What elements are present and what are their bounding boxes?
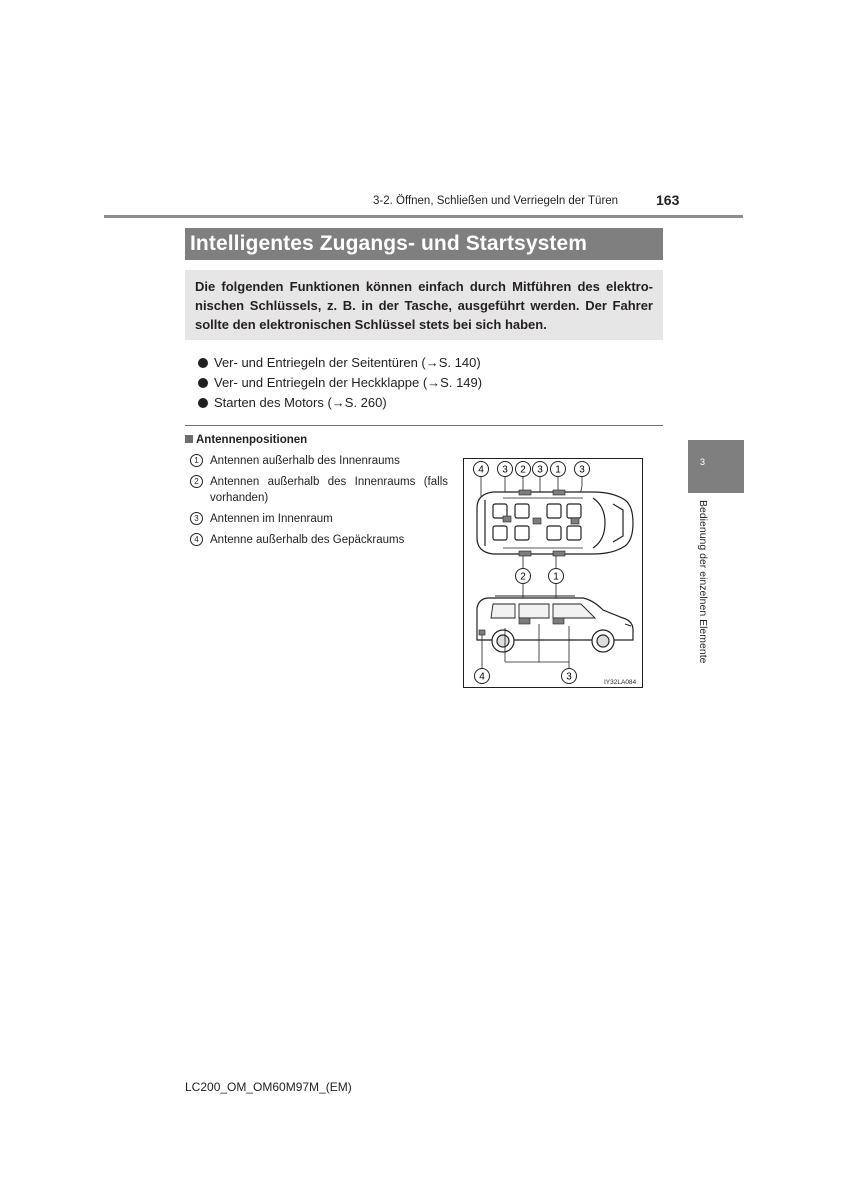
- chapter-tab[interactable]: [688, 440, 744, 493]
- bullet-icon: [198, 378, 208, 388]
- antenna-heading: [185, 434, 307, 446]
- chapter-title-vertical: Bedienung der einzelnen Elemente: [697, 500, 709, 664]
- top-callout: [575, 462, 590, 477]
- section-divider: [185, 425, 663, 426]
- header-divider: [104, 215, 743, 218]
- legend-text: Antenne außerhalb des Gepäckraums: [210, 534, 405, 546]
- svg-text:2: 2: [520, 571, 526, 583]
- list-item-text: Ver- und Entriegeln der Heckklappe (→S. 149): [214, 375, 483, 390]
- legend-text: Antennen außerhalb des Innenraums (falls: [210, 476, 448, 488]
- chapter-number: 3: [700, 457, 706, 467]
- middle-callout: [516, 569, 531, 584]
- legend-item: [190, 511, 448, 527]
- legend-item: [190, 474, 448, 506]
- legend-number-circle: 2: [190, 475, 203, 488]
- top-callout: [533, 462, 548, 477]
- svg-text:3: 3: [566, 671, 572, 683]
- intro-box: [185, 270, 663, 340]
- intro-line: Die folgenden Funktionen können einfach durch Mitführen des elektro-: [195, 279, 653, 294]
- list-item: [198, 373, 482, 393]
- legend-number-circle: 3: [190, 512, 203, 525]
- legend-text: vorhanden): [210, 492, 269, 504]
- list-item: [198, 393, 482, 413]
- figure-code: IY32LA084: [604, 679, 637, 686]
- list-item: [198, 353, 482, 373]
- legend-item: [190, 532, 448, 548]
- top-callout: [516, 462, 531, 477]
- middle-callout: [549, 569, 564, 584]
- antenna-heading-text: Antennenpositionen: [196, 434, 308, 446]
- svg-text:1: 1: [553, 571, 559, 583]
- bullet-icon: [198, 398, 208, 408]
- legend-item: [190, 453, 448, 469]
- top-callout: [498, 462, 513, 477]
- antenna-position-figure: [463, 458, 643, 688]
- intro-line: sollte den elektronischen Schlüssel stets bei sich haben.: [195, 317, 547, 332]
- legend-number-circle: 1: [190, 454, 203, 467]
- top-callout: [474, 462, 489, 477]
- legend-text: Antennen im Innenraum: [210, 513, 333, 525]
- square-bullet-icon: [185, 435, 193, 443]
- antenna-legend: [190, 453, 448, 553]
- bullet-icon: [198, 358, 208, 368]
- svg-text:1: 1: [555, 464, 561, 476]
- intro-line: nischen Schlüssels, z. B. in der Tasche, ausgeführt werden. Der Fahrer: [195, 298, 653, 313]
- section-title-bar: Intelligentes Zugangs- und Startsystem: [185, 228, 663, 260]
- svg-text:3: 3: [502, 464, 508, 476]
- svg-text:4: 4: [478, 464, 484, 476]
- header-section-title: 3-2. Öffnen, Schließen und Verriegeln der Türen: [373, 195, 619, 207]
- list-item-text: Ver- und Entriegeln der Seitentüren (→S. 140): [214, 355, 481, 370]
- vehicle-top-view: [477, 490, 633, 556]
- svg-text:2: 2: [520, 464, 526, 476]
- svg-text:3: 3: [537, 464, 543, 476]
- bottom-callout: [562, 669, 577, 684]
- feature-list: [198, 353, 482, 413]
- legend-text: Antennen außerhalb des Innenraums: [210, 455, 400, 467]
- list-item-text: Starten des Motors (→S. 260): [214, 395, 387, 410]
- footer-code: LC200_OM_OM60M97M_(EM): [185, 1080, 352, 1094]
- bottom-callout: [475, 669, 490, 684]
- svg-text:4: 4: [479, 671, 485, 683]
- page-number: 163: [656, 192, 680, 208]
- svg-text:3: 3: [579, 464, 585, 476]
- legend-number-circle: 4: [190, 533, 203, 546]
- top-callout: [551, 462, 566, 477]
